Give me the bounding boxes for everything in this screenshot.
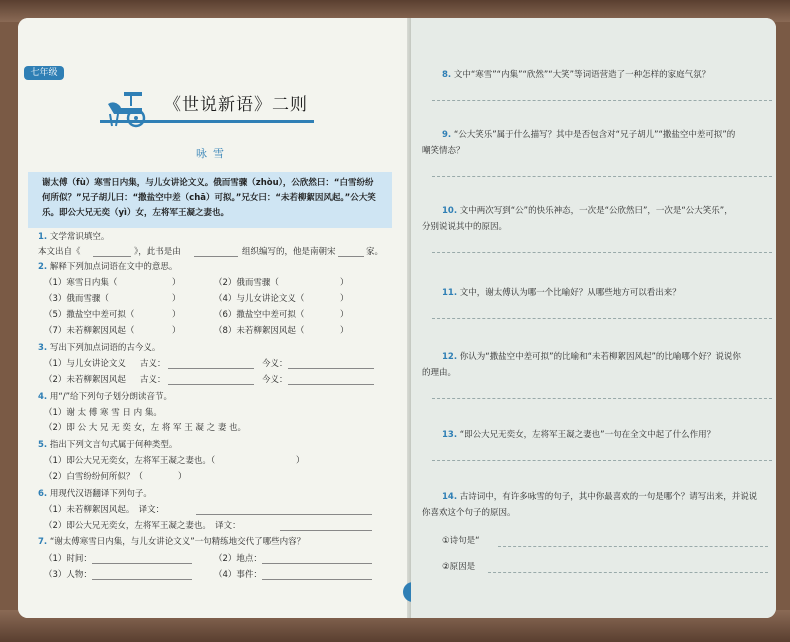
left-page: 七年级 《世说新语》二则 咏雪 谢太傅（fù）寒雪日内集，与儿女讲论文义。俄而雪骤（zhòu），公欣然曰：“白雪纷纷 何所似？”兄子胡儿曰：“撒盐空中差（chā）可拟。”兄女曰：“未若柳絮因风起。”公大笑 乐。即公大兄无奕（yì）女，左将军王凝之妻也。 1. 文学常识填空。 本文出自《 》，此书是由 组织编写的，他是南朝宋 家。 2. 解释下列加点词语在文中的意思。 （1）寒雪日内集（ ） （2）俄而雪骤（ ） （3）俄而雪骤（ ） （4）与儿女讲论文义（ ） （5）撒盐空中差可拟（ ） （6）撒盐空中差可拟（ ） （7）未若柳絮因风起（ ） （8）未若柳絮因风起（ ） 3. 写出下列加点词语的古今义。 （1）与儿女讲论文义 古义： 今义： （2）未若柳絮因风起 古义： 今义： 4. 用“/”给下列句子划分朗读音节。 （1）谢 太 傅 寒 雪 日 内 集。 （2）即 公 大 兄 无 奕 女，左 将 军 王 凝 之 妻 也。 5. 指出下列文言句式属于何种类型。 （1）即公大兄无奕女，左将军王凝之妻也。（ ） （2）白雪纷纷何所似？（ ） 6. 用现代汉语翻译下列句子。 （1）未若柳絮因风起。 译文： （2）即公大兄无奕女，左将军王凝之妻也。 译文： 7. “谢太傅寒雪日内集，与儿女讲论文义”一句精练地交代了哪些内容？ （1）时间： （2）地点： （3）人物： （4）事件： [18, 18, 411, 618]
q1-fill-end: 家。 [366, 247, 384, 257]
q1-fill-start: 本文出自《 [38, 247, 81, 257]
answer-line[interactable] [432, 398, 772, 399]
q2-item: （1）寒雪日内集（ [44, 278, 118, 288]
q1-fill-mid2: 组织编写的，他是南朝宋 [242, 247, 336, 257]
passage-line: 何所似？”兄子胡儿曰：“撒盐空中差（chā）可拟。”兄女曰：“未若柳絮因风起。”公大笑 [42, 193, 376, 203]
passage-box [28, 172, 392, 228]
blank[interactable] [280, 530, 372, 531]
question-14: 14. 古诗词中，有许多咏雪的句子，其中你最喜欢的一句是哪个？请写出来，并说说 [442, 492, 758, 502]
blank[interactable] [288, 368, 374, 369]
q2-item: （7）未若柳絮因风起（ [44, 326, 135, 336]
question-9: 9. “公大笑乐”属于什么描写？其中是否包含对“兄子胡儿”“撒盐空中差可拟”的 [442, 130, 736, 140]
question-13: 13. “即公大兄无奕女，左将军王凝之妻也”一句在全文中起了什么作用？ [442, 430, 716, 440]
question-4: 4. 用“/”给下列句子划分朗读音节。 [38, 392, 173, 402]
question-7: 7. “谢太傅寒雪日内集，与儿女讲论文义”一句精练地交代了哪些内容？ [38, 537, 306, 547]
q2-item: （2）俄而雪骤（ [214, 278, 279, 288]
question-2: 2. 解释下列加点词语在文中的意思。 [38, 262, 178, 272]
blank[interactable] [262, 579, 372, 580]
question-10: 10. 文中两次写到“公”的快乐神态，一次是“公欣然曰”，一次是“公大笑乐”， [442, 206, 733, 216]
blank[interactable] [92, 563, 192, 564]
q2-item: （6）撒盐空中差可拟（ [214, 310, 305, 320]
q2-item: （5）撒盐空中差可拟（ [44, 310, 135, 320]
passage-line: 谢太傅（fù）寒雪日内集，与儿女讲论文义。俄而雪骤（zhòu），公欣然曰：“白雪纷纷 [42, 178, 374, 188]
answer-line[interactable] [432, 176, 772, 177]
answer-line[interactable] [498, 546, 768, 547]
open-workbook: 七年级 《世说新语》二则 咏雪 谢太傅（fù）寒雪日内集，与儿女讲论文义。俄而雪骤（zhòu），公欣然曰：“白雪纷纷 何所似？”兄子胡儿曰：“撒盐空中差（chā）可拟。”兄女曰：“未若柳絮因风起。”公大笑 乐。即公大兄无奕（yì）女，左将军王凝之妻也。 1. 文学常识填空。 本文出自《 》，此书是由 组织编写的，他是南朝宋 家。 2. 解释下列加点词语在文中的意思。 （1）寒雪日内集（ ） （2）俄而雪骤（ ） （3）俄而雪骤（ ） （4）与儿女讲论文义（ ） （5）撒盐空中差可拟（ ） （6）撒盐空中差可拟（ ） （7）未若柳絮因风起（ ） （8）未若柳絮因风起（ ） 3. 写出下列加点词语的古今义。 （1）与儿女讲论文义 古义： 今义： （2）未若柳絮因风起 古义： 今义： 4. 用“/”给下列句子划分朗读音节。 （1）谢 太 傅 寒 雪 日 内 集。 （2）即 公 大 兄 无 奕 女，左 将 军 王 凝 之 妻 也。 5. 指出下列文言句式属于何种类型。 （1）即公大兄无奕女，左将军王凝之妻也。（ ） （2）白雪纷纷何所似？（ ） 6. 用现代汉语翻译下列句子。 （1）未若柳絮因风起。 译文： （2）即公大兄无奕女，左将军王凝之妻也。 译文： 7. “谢太傅寒雪日内集，与儿女讲论文义”一句精练地交代了哪些内容？ （1）时间： （2）地点： （3）人物： （4）事件： 8. 文中“寒雪”“内集”“欣然”“大笑”等词语营造了一种怎样的家庭气氛？ 9. “公大笑乐”属于什么描写？其中是否包含对“兄子胡儿”“撒盐空中差可拟”的 嘲笑情态？ 10. 文中两次写到“公”的快乐神态，一次是“公欣然曰”，一次是“公大笑乐”， 分别说说其中的原因。 11. 文中，谢太傅认为哪一个比喻好？从哪些地方可以看出来？ 12. 你认为“撒盐空中差可拟”的比喻和“未若柳絮因风起”的比喻哪个好？说说你 的理由。 13. “即公大兄无奕女，左将军王凝之妻也”一句在全文中起了什么作用？ 14. 古诗词中，有许多咏雪的句子，其中你最喜欢的一句是哪个？请写出来，并说说 你喜欢这个句子的原因。 ①诗句是“ ②原因是 [18, 18, 776, 618]
blank[interactable] [262, 563, 372, 564]
blank[interactable] [93, 256, 131, 257]
question-5: 5. 指出下列文言句式属于何种类型。 [38, 440, 178, 450]
q2-item: （8）未若柳絮因风起（ [214, 326, 305, 336]
answer-line[interactable] [432, 318, 772, 319]
question-12: 12. 你认为“撒盐空中差可拟”的比喻和“未若柳絮因风起”的比喻哪个好？说说你 [442, 352, 741, 362]
blank[interactable] [168, 384, 254, 385]
q2-item: （4）与儿女讲论文义（ [214, 294, 305, 304]
answer-line[interactable] [488, 572, 768, 573]
question-1: 1. 文学常识填空。 [38, 232, 110, 242]
q1-fill-mid: 》，此书是由 [134, 247, 181, 257]
answer-reason-label: ②原因是 [442, 562, 476, 572]
blank[interactable] [194, 256, 238, 257]
question-8: 8. 文中“寒雪”“内集”“欣然”“大笑”等词语营造了一种怎样的家庭气氛？ [442, 70, 711, 80]
blank[interactable] [92, 579, 192, 580]
blank[interactable] [288, 384, 374, 385]
question-6: 6. 用现代汉语翻译下列句子。 [38, 489, 152, 499]
grade-badge: 七年级 [24, 66, 64, 80]
answer-line[interactable] [432, 252, 772, 253]
answer-line[interactable] [432, 100, 772, 101]
title-underline [100, 120, 314, 123]
blank[interactable] [196, 514, 372, 515]
answer-line[interactable] [432, 460, 772, 461]
q2-item: （3）俄而雪骤（ [44, 294, 109, 304]
passage-line: 乐。即公大兄无奕（yì）女，左将军王凝之妻也。 [42, 208, 229, 218]
blank[interactable] [168, 368, 254, 369]
lesson-title: 《世说新语》二则 [164, 95, 308, 115]
blank[interactable] [338, 256, 364, 257]
passage-title: 咏雪 [196, 147, 230, 160]
question-3: 3. 写出下列加点词语的古今义。 [38, 343, 161, 353]
answer-poem-label: ①诗句是“ [442, 536, 480, 546]
question-11: 11. 文中，谢太傅认为哪一个比喻好？从哪些地方可以看出来？ [442, 288, 681, 298]
